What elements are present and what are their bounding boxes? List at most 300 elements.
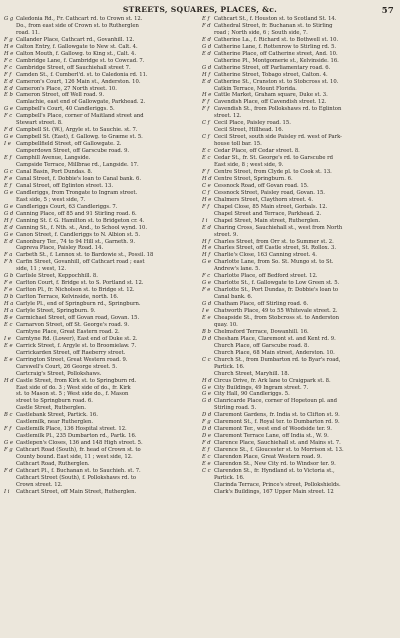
map-reference-code: E f <box>4 155 12 162</box>
entry-text: Claremont St., f. Royal ter. to Dumbarton rd. 9. <box>214 419 340 426</box>
entry-text: Clarendon St., fr. Hyndland st. to Victoria st., <box>214 467 335 474</box>
directory-entry <box>4 44 198 51</box>
directory-entry <box>202 259 396 266</box>
directory-entry <box>202 113 396 120</box>
directory-entry <box>202 489 396 496</box>
directory-entry <box>202 447 396 454</box>
entry-text: Clarendon St., New City rd. to Windsor ter. 9. <box>214 461 336 467</box>
map-reference-code: E e <box>202 314 211 321</box>
entry-text: house toll bar. 15. <box>214 141 262 148</box>
directory-entry <box>202 336 396 343</box>
entry-text: Canonbury Ter., 74 to 94 Hill st., Garneth. 9. <box>16 238 135 245</box>
directory-entry <box>4 245 198 252</box>
entry-text: Charlotte St., Port Dundas, fr. Dobbie's loan to <box>214 287 339 294</box>
entry-text: Canal Basin, Port Dundas. 8. <box>16 168 93 175</box>
entry-text: City Hall, 90 Candleriggs. 5. <box>214 391 290 398</box>
directory-entry <box>202 294 396 301</box>
directory-entry <box>202 440 396 447</box>
entry-text: Charles Street, off Castle street, St. Rollox. 3. <box>214 245 336 252</box>
map-reference-code: H d <box>202 175 212 182</box>
directory-entry <box>202 315 396 322</box>
entry-text: Catherine Street, Tobago street, Calton. 4. <box>214 71 328 78</box>
entry-text: Canal Street, off Eglinton street. 13. <box>16 182 114 189</box>
directory-entry <box>202 99 396 106</box>
directory-entry <box>202 134 396 141</box>
entry-text: Camphill Avenue, Langside. <box>16 155 91 162</box>
directory-entry <box>202 106 396 113</box>
directory-entry <box>202 232 396 239</box>
map-reference-code: D d <box>202 412 212 419</box>
directory-entry <box>202 30 396 37</box>
directory-entry <box>202 176 396 183</box>
directory-entry <box>202 273 396 280</box>
entry-text: Charlie's Close, 163 Canning street. 4. <box>214 252 317 259</box>
entry-text: Castle Street, from Kirk st. to Springburn rd. <box>16 377 137 384</box>
directory-entry <box>202 454 396 461</box>
directory-entry <box>202 225 396 232</box>
entry-text: Cathcart Road (South), fr. head of Crown st. to <box>16 447 141 454</box>
directory-entry <box>4 169 198 176</box>
directory-entry <box>202 239 396 246</box>
directory-entry <box>202 419 396 426</box>
directory-entry <box>202 482 396 489</box>
entry-text: Cameron's Court, 126 Main st., Anderston. 10. <box>16 78 141 85</box>
map-reference-code: G e <box>4 440 13 447</box>
left-column <box>4 16 198 632</box>
map-reference-code: E e <box>4 356 13 363</box>
entry-text: Camden St., f. Cumberl'd. st. to Caledonia rd. 11. <box>16 71 148 78</box>
entry-text: Cathedral Street, fr. Buchanan st. to Stirling <box>214 22 333 29</box>
entry-text: Canning St. f. G. Hamilton st. to Bridgeton cr. 4. <box>16 217 145 224</box>
map-reference-code: F d <box>4 467 13 474</box>
directory-entry <box>4 65 198 72</box>
map-reference-code: F f <box>4 71 12 78</box>
directory-entry <box>202 266 396 273</box>
entry-text: Cecil Street, south side Paisley rd. west of Park- <box>214 134 342 141</box>
entry-text: Church Place, 68 Main street, Anderston. 10. <box>214 349 335 356</box>
entry-text: Cartcraig's Street, Pollokshaws. <box>16 370 102 377</box>
entry-text: Carrington Street, Great Western road. 9. <box>16 356 128 363</box>
entry-text: Carlyle Pl., end of Springburn rd., Springburn. <box>16 301 141 308</box>
entry-text: Church St., from Dumbarton rd. to Byar's road, <box>214 356 341 363</box>
entry-text: Calton Mouth, f. Gallowg. to King st., Calt. 4. <box>16 50 137 57</box>
directory-entry <box>4 468 198 475</box>
entry-text: Charles Street, from Orr st. to Summer st. 2. <box>214 238 334 245</box>
entry-text: Cheapside St., from Stobcross st. to Anderston <box>214 314 339 321</box>
entry-text: Candleriggs Court, 63 Candleriggs. 7. <box>16 203 118 210</box>
entry-text: Cavendish St., from Pollokshaws rd. to Eglinton <box>214 106 342 113</box>
directory-entry <box>202 65 396 72</box>
entry-text: Carntyne Place, Great Eastern road. 2. <box>16 328 120 335</box>
entry-text: Catherine Lane, f. Rottenrow to Stirling rd. 5. <box>214 43 337 50</box>
entry-text: Canal Street, f. Dobbie's loan to Canal bank. 6. <box>16 175 142 182</box>
directory-entry <box>202 127 396 134</box>
entry-text: Partick. 16. <box>214 474 245 481</box>
directory-entry <box>202 218 396 225</box>
map-reference-code: B e <box>4 314 13 321</box>
directory-entry <box>4 266 198 273</box>
directory-entry <box>4 232 198 239</box>
entry-text: Chalmers Street, Claythorn street. 4. <box>214 196 314 203</box>
map-reference-code: G c <box>4 168 13 175</box>
map-reference-code: E d <box>202 50 211 57</box>
entry-text: Carrick Street, f. Argyle st. to Broomielaw. 7. <box>16 342 137 349</box>
entry-text: Cessnock Street, Paisley road, Govan. 15. <box>214 189 325 196</box>
directory-entry <box>202 433 396 440</box>
directory-entry <box>202 329 396 336</box>
directory-entry <box>4 371 198 378</box>
map-reference-code: G d <box>202 43 212 50</box>
directory-entry <box>4 141 198 148</box>
directory-entry <box>202 79 396 86</box>
entry-text: Chesham Place, Claremont st. and Kent rd. 9. <box>214 335 336 342</box>
directory-entry <box>202 426 396 433</box>
directory-entry <box>202 475 396 482</box>
entry-text: Charing Cross, Sauchiehall st., west from North <box>214 224 343 231</box>
directory-entry <box>4 239 198 246</box>
entry-text: Clark's Buildings, 167 Upper Main street. 12 <box>214 488 334 495</box>
directory-entry <box>202 37 396 44</box>
map-reference-code: F d <box>4 127 13 134</box>
directory-entry <box>4 391 198 398</box>
directory-entry <box>202 301 396 308</box>
entry-text: quay. 10. <box>214 321 238 328</box>
map-reference-code: F f <box>202 106 210 113</box>
directory-entry <box>4 482 198 489</box>
map-reference-code: D d <box>202 426 212 433</box>
entry-text: Canning St., f. Nth. st., And., to School wynd. 10. <box>16 224 147 231</box>
entry-text: Catherine St., Cranston st. to Stobcross st. 10. <box>214 78 339 85</box>
page-title: STREETS, SQUARES, PLACES, &c. <box>122 5 278 14</box>
map-reference-code: H e <box>202 92 212 99</box>
directory-entry <box>202 86 396 93</box>
directory-entry <box>202 378 396 385</box>
map-reference-code: E d <box>4 78 13 85</box>
map-reference-code: E c <box>202 148 211 155</box>
directory-entry <box>202 120 396 127</box>
directory-entry <box>202 58 396 65</box>
entry-text: Castlepen's Closes, 136 and 148 High street. 5. <box>16 440 143 447</box>
directory-entry <box>202 280 396 287</box>
entry-text: Carlton Terrace, Kelvinside, north. 16. <box>16 294 119 301</box>
entry-text: road. 11. <box>16 29 40 36</box>
entry-text: Andrew's lane. 5. <box>214 266 261 273</box>
map-reference-code: G e <box>4 189 13 196</box>
entry-text: Charlotte Lane, from So. St. Mungo st. to St. <box>214 259 334 266</box>
map-reference-code: B c <box>4 412 13 419</box>
directory-entry <box>4 350 198 357</box>
entry-text: Claremont Ter., west end of Woodside ter. 9. <box>214 426 332 433</box>
map-reference-code: C f <box>202 189 210 196</box>
map-reference-code: H a <box>4 301 14 308</box>
directory-entry <box>4 294 198 301</box>
directory-entry <box>202 16 396 23</box>
entry-text: street. 9. <box>214 231 238 238</box>
entry-text: Cavendish Place, off Cavendish street. 12. <box>214 99 327 106</box>
entry-text: East side, 8 ; west side, 9. <box>214 162 284 169</box>
directory-entry <box>202 412 396 419</box>
map-reference-code: E e <box>4 342 13 349</box>
directory-entry <box>4 426 198 433</box>
directory-entry <box>4 412 198 419</box>
map-reference-code: G b <box>4 273 14 280</box>
directory-entry <box>4 385 198 392</box>
directory-entry <box>4 398 198 405</box>
map-reference-code: F d <box>202 440 211 447</box>
map-reference-code: E d <box>202 36 211 43</box>
directory-entry <box>4 378 198 385</box>
entry-text: street. 12. <box>214 113 242 120</box>
map-reference-code: D b <box>4 294 14 301</box>
directory-entry <box>202 44 396 51</box>
directory-entry <box>4 58 198 65</box>
entry-text: Circus Drive, fr. Ark lane to Craigpark st. 8. <box>214 377 331 384</box>
entry-text: Do., from east side of Crown st. to Rutherglen <box>16 22 139 29</box>
entry-text: Castlemilk, near Rutherglen. <box>16 419 94 426</box>
map-reference-code: E d <box>4 85 13 92</box>
entry-text: Caledonia Rd., Fr. Cathcart rd. to Crown st. 12. <box>16 16 143 22</box>
directory-entry <box>4 287 198 294</box>
entry-text: Charlotte St., f. Gallowgate to Low Green st. 5. <box>214 280 340 287</box>
directory-entry <box>4 433 198 440</box>
map-reference-code: G d <box>202 398 212 405</box>
directory-entry <box>202 204 396 211</box>
directory-entry <box>4 86 198 93</box>
directory-entry <box>202 211 396 218</box>
map-reference-code: I e <box>202 308 209 315</box>
directory-entry <box>202 23 396 30</box>
entry-text: Cambridge Lane, f. Cambridge st. to Cowcad. 7. <box>16 57 145 64</box>
directory-entry <box>4 461 198 468</box>
entry-text: County bound. East side, 11 ; west side, 12. <box>16 454 133 461</box>
directory-entry <box>202 385 396 392</box>
map-reference-code: F e <box>4 287 13 294</box>
map-reference-code: E d <box>4 224 13 231</box>
entry-text: Chatworth Place, 49 to 55 Whitevale street. 2. <box>214 308 338 315</box>
directory-entry <box>202 190 396 197</box>
entry-text: City Buildings, 49 Ingram street. 7. <box>214 384 309 391</box>
directory-entry <box>4 72 198 79</box>
entry-text: Callander Place, Cathcart rd., Govanhill. 12. <box>16 36 135 43</box>
entry-text: Clarinda Terrace, Prince's street, Pollokshields. <box>214 481 341 488</box>
map-reference-code: E b <box>4 92 13 99</box>
directory-entry <box>202 350 396 357</box>
entry-text: Carntyne Rd. (Lower), East end of Duke st. 2. <box>16 335 138 342</box>
entry-text: Clanricarde Place, corner of Hopetoun pl. and <box>214 398 338 405</box>
directory-entry <box>4 329 198 336</box>
map-reference-code: I e <box>4 141 11 148</box>
directory-entry <box>202 287 396 294</box>
entry-text: Centre Street, from Clyde pl. to Cook st. 13. <box>214 168 332 175</box>
directory-entry <box>202 308 396 315</box>
directory-entry <box>4 301 198 308</box>
directory-entry <box>202 357 396 364</box>
directory-entry <box>4 197 198 204</box>
entry-text: Carlisle Street, Keppochhill. 8. <box>16 273 98 280</box>
map-reference-code: I i <box>4 488 10 495</box>
directory-entry <box>202 405 396 412</box>
map-reference-code: C f <box>202 120 210 127</box>
map-reference-code: G d <box>202 301 212 308</box>
directory-entry <box>202 51 396 58</box>
entry-text: Carlton Pl., fr. Nicholson st. to Bridge st. 12. <box>16 287 135 294</box>
map-reference-code: F h <box>4 259 13 266</box>
map-reference-code: E c <box>202 454 211 461</box>
map-reference-code: C e <box>202 182 211 189</box>
directory-entry <box>4 259 198 266</box>
map-reference-code: F c <box>4 64 13 71</box>
directory-entry <box>4 16 198 23</box>
entry-text: Chapel Close, 85 Main street, Gorbals. 12. <box>214 203 328 210</box>
map-reference-code: F f <box>202 168 210 175</box>
directory-entry <box>4 30 198 37</box>
directory-entry <box>4 155 198 162</box>
entry-text: Castlemilk Pl., 235 Dumbarton rd., Partk. 16. <box>16 433 137 440</box>
entry-text: Calton Entry, f. Gallowgate to New st. Calt. 4. <box>16 43 138 50</box>
map-reference-code: E d <box>202 78 211 85</box>
right-column <box>202 16 396 632</box>
map-reference-code: G e <box>4 106 13 113</box>
entry-text: Campside Terrace, Millbrae rd., Langside. 17. <box>16 162 139 169</box>
entry-text: Stirling road. 5. <box>214 405 257 412</box>
map-reference-code: E f <box>202 447 210 454</box>
directory-entry <box>202 183 396 190</box>
entry-text: Catherine Street, off Parliamentary road. 6. <box>214 64 331 71</box>
entry-text: Campbell's Place, corner of Maitland street and <box>16 113 144 120</box>
map-reference-code: H a <box>4 308 14 315</box>
entry-text: Chapel Street, Main street, Rutherglen. <box>214 217 321 224</box>
directory-entry <box>4 280 198 287</box>
entry-text: Carlyle Street, Springburn. 9. <box>16 308 96 315</box>
directory-entry <box>4 190 198 197</box>
directory-entry <box>202 343 396 350</box>
directory-entry <box>4 204 198 211</box>
directory-entry <box>4 364 198 371</box>
map-reference-code: F g <box>4 447 13 454</box>
map-reference-code: F f <box>202 203 210 210</box>
directory-entry <box>4 454 198 461</box>
map-reference-code: E d <box>202 224 211 231</box>
entry-text: Cedar Place, off Cedar street. 8. <box>214 148 300 155</box>
entry-text: Carlton Court, f. Bridge st. to S. Portland st. 12. <box>16 280 144 287</box>
directory-entry <box>4 176 198 183</box>
directory-entry <box>202 162 396 169</box>
map-reference-code: F e <box>202 287 211 294</box>
directory-entry <box>202 364 396 371</box>
map-reference-code: E c <box>202 155 211 162</box>
entry-text: Clarence St., f. Gloucester st. to Morrison st. 13. <box>214 447 344 454</box>
map-reference-code: C c <box>202 356 211 363</box>
entry-text: Cameron's Place, 27 North street. 10. <box>16 85 117 92</box>
directory-entry <box>202 92 396 99</box>
directory-entry <box>4 99 198 106</box>
entry-text: Canning Place, off 85 and 91 Stirling road. 6. <box>16 210 137 217</box>
entry-text: Cecil Street, Hillhead. 16. <box>214 127 284 134</box>
entry-text: st. to Mason st. 5 ; West side do., f. Mason <box>16 391 129 398</box>
map-reference-code: G e <box>4 231 13 238</box>
map-reference-code: E c <box>4 321 13 328</box>
directory-entry <box>202 197 396 204</box>
directory-entry <box>4 419 198 426</box>
map-reference-code: B b <box>202 328 211 335</box>
directory-entry <box>4 343 198 350</box>
directory-entry <box>4 162 198 169</box>
entry-text: Clarendon Place, Great Western road. 9. <box>214 454 322 461</box>
entry-text: Catkin Terrace, Mount Florida. <box>214 85 297 92</box>
entry-text: Capreva Place, Paisley Road. 14. <box>16 245 104 252</box>
entry-text: Chapel Street and Terrace, Parkhead. 2. <box>214 210 322 217</box>
directory-entry <box>4 211 198 218</box>
entry-text: East side, 5 ; west side, 7. <box>16 196 86 203</box>
map-reference-code: G e <box>4 203 13 210</box>
map-reference-code: G g <box>4 16 14 22</box>
directory-entry <box>4 106 198 113</box>
directory-entry <box>4 252 198 259</box>
directory-entry <box>202 461 396 468</box>
entry-text: Candleriggs, from Trongate to Ingram street. <box>16 189 138 196</box>
entry-text: Chelmsford Terrace, Dowanhill. 16. <box>214 328 309 335</box>
directory-entry <box>4 113 198 120</box>
map-reference-code: H e <box>202 245 212 252</box>
directory-entry <box>4 357 198 364</box>
entry-text: Cattle Market, Graham square, Duke st. 3. <box>214 92 328 99</box>
directory-entry <box>4 218 198 225</box>
directory-entry <box>4 308 198 315</box>
map-reference-code: F a <box>4 252 13 259</box>
entry-text: Canon Street, f. Candleriggs to N. Albion st. 5. <box>16 231 141 238</box>
entry-text: Castle Street, Rutherglen. <box>16 405 86 412</box>
directory-entry <box>202 371 396 378</box>
directory-entry <box>4 225 198 232</box>
entry-text: Catherine La., f. Richard st. to Bothwell st. 10. <box>214 36 339 43</box>
entry-text: Carswell's Court, 26 George street. 5. <box>16 363 118 370</box>
entry-text: Catherine Place, off Catherine street, And. 10. <box>214 50 338 57</box>
directory-entry <box>202 141 396 148</box>
map-reference-code: F c <box>4 57 13 64</box>
page-number: 57 <box>381 5 394 15</box>
entry-text: Cedar St., fr. St. George's rd. to Garscube rd <box>214 155 334 162</box>
entry-text: Cecil Place, Paisley road. 15. <box>214 120 291 127</box>
map-reference-code: G e <box>202 280 211 287</box>
map-reference-code: F g <box>202 419 211 426</box>
map-reference-code: D e <box>202 433 211 440</box>
map-reference-code: F e <box>4 175 13 182</box>
map-reference-code: H f <box>202 238 211 245</box>
entry-text: Carrickarden Street, off Raeberry street. <box>16 349 126 356</box>
directory-entry <box>4 315 198 322</box>
entry-text: Catherine Pl., Montgomerie st., Kelvinside. 16. <box>214 57 339 64</box>
directory-entry <box>4 148 198 155</box>
directory-entry <box>4 322 198 329</box>
map-reference-code: F c <box>4 113 13 120</box>
map-reference-code: H d <box>4 377 14 384</box>
entry-text: Campbellfield Street, off Gallowgate. 2. <box>16 141 122 148</box>
map-reference-code: F f <box>4 426 12 433</box>
directory-entry <box>202 468 396 475</box>
entry-text: Camperdown Street, off Garscube road. 9. <box>16 148 130 155</box>
directory-entry <box>4 475 198 482</box>
entry-text: Centre Street, Springburn. 6. <box>214 175 293 182</box>
directory-entry <box>202 252 396 259</box>
map-reference-code: H f <box>202 252 211 259</box>
map-reference-code: F f <box>202 99 210 106</box>
map-reference-code: E f <box>202 16 210 22</box>
columns-container <box>4 16 396 632</box>
entry-text: Campbell's Court, 40 Candleriggs. 5. <box>16 106 115 113</box>
entry-text: Canal bank. 6. <box>214 294 253 301</box>
map-reference-code: H e <box>4 43 14 50</box>
page-header <box>4 4 396 16</box>
